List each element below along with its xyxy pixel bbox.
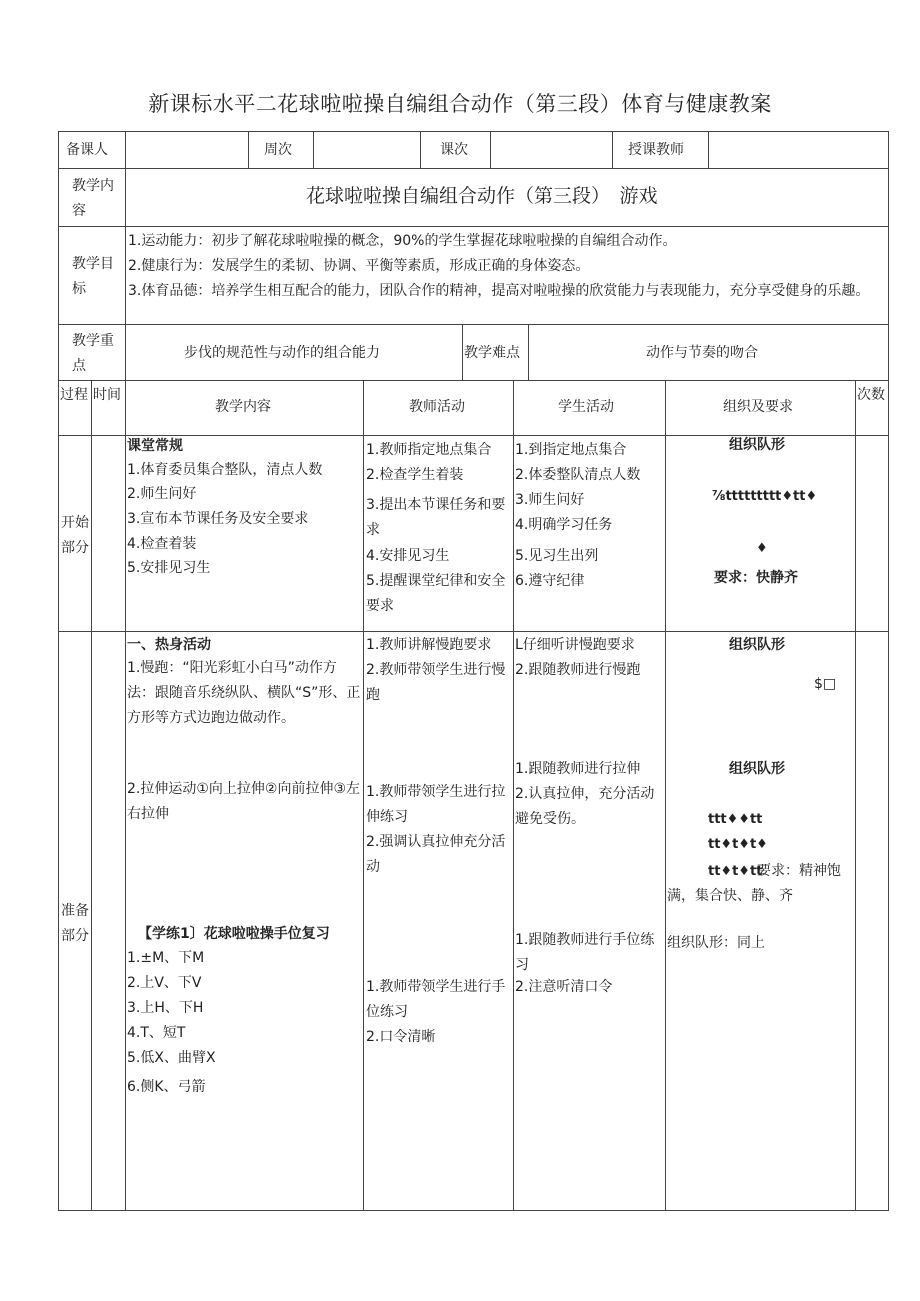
week-label: 周次 xyxy=(264,142,292,158)
jog-org-heading: 组织队形 xyxy=(729,637,785,653)
stretch-org-row: tt♦t♦t♦ xyxy=(708,837,768,852)
col-org: 组织及要求 xyxy=(723,399,793,415)
hand-item: 1.±M、下M xyxy=(127,950,205,966)
start-teacher-item: 3.提出本节课任务和要求 xyxy=(366,497,506,538)
start-teacher-item: 5.提醒课堂纪律和安全要求 xyxy=(366,573,506,614)
goals-label: 教学目标 xyxy=(72,256,114,297)
start-student-item: 1.到指定地点集合 xyxy=(515,442,627,458)
start-content-item: 1.体育委员集合整队，清点人数 xyxy=(127,462,323,478)
start-student-item: 6.遵守纪律 xyxy=(515,573,585,589)
prep-heading: 一、热身活动 xyxy=(127,637,211,653)
hand-teacher-item: 1.教师带领学生进行手位练习 xyxy=(366,979,506,1020)
jog-student-item: 2.跟随教师进行慢跑 xyxy=(515,662,641,678)
difficulty-value: 动作与节奏的吻合 xyxy=(646,345,758,361)
stretch-teacher-item: 2.强调认真拉伸充分活动 xyxy=(366,834,506,875)
hand-item: 2.上V、下V xyxy=(127,975,202,991)
jog-student-item: L仔细听讲慢跑要求 xyxy=(515,637,635,653)
difficulty-label: 教学难点 xyxy=(464,345,520,361)
goal-item: 2.健康行为：发展学生的柔韧、协调、平衡等素质，形成正确的身体姿态。 xyxy=(128,258,590,274)
col-count: 次数 xyxy=(857,387,885,403)
preparer-label: 备课人 xyxy=(66,142,108,158)
start-teacher-item: 1.教师指定地点集合 xyxy=(366,442,492,458)
start-teacher-item: 4.安排见习生 xyxy=(366,548,450,564)
prep-section-label: 准备部分 xyxy=(61,903,89,944)
start-content-item: 4.检查着装 xyxy=(127,536,197,552)
stretch-org-requirement: 要求：精神饱满，集合快、静、齐 xyxy=(667,863,841,904)
hand-heading: 【学练1〕花球啦啦操手位复习 xyxy=(138,926,330,942)
stretch-student-item: 1.跟随教师进行拉伸 xyxy=(515,761,641,777)
start-student-item: 5.见习生出列 xyxy=(515,548,599,564)
start-student-item: 4.明确学习任务 xyxy=(515,517,613,533)
col-teacher: 教师活动 xyxy=(409,399,465,415)
col-process: 过程 xyxy=(60,387,88,403)
col-content: 教学内容 xyxy=(215,399,271,415)
start-teacher-item: 2.检查学生着装 xyxy=(366,467,464,483)
start-org-diamond: ♦ xyxy=(756,541,768,556)
start-org-formation: ⅞ttttttttt♦tt♦ xyxy=(712,489,818,504)
start-content-heading: 课堂常规 xyxy=(127,438,183,454)
goal-item: 1.运动能力：初步了解花球啦啦操的概念，90%的学生掌握花球啦啦操的自编组合动作。 xyxy=(128,233,677,249)
teacher-label: 授课教师 xyxy=(628,142,684,158)
start-student-item: 3.师生问好 xyxy=(515,492,585,508)
start-content-item: 3.宣布本节课任务及安全要求 xyxy=(127,511,309,527)
jog-teacher-item: 2.教师带领学生进行慢跑 xyxy=(366,662,506,703)
hand-item: 4.T、短T xyxy=(127,1025,186,1041)
hand-item: 5.低X、曲臂X xyxy=(127,1050,216,1066)
stretch-student-item: 2.认真拉伸，充分活动避免受伤。 xyxy=(515,786,655,827)
content-label: 教学内容 xyxy=(72,178,114,219)
hand-org: 组织队形：同上 xyxy=(667,935,765,951)
start-org-heading: 组织队形 xyxy=(729,437,785,453)
start-content-item: 2.师生问好 xyxy=(127,486,197,502)
start-content-item: 5.安排见习生 xyxy=(127,560,211,576)
key-value: 步伐的规范性与动作的组合能力 xyxy=(184,345,380,361)
hand-teacher-item: 2.口令清晰 xyxy=(366,1029,436,1045)
hand-item: 3.上H、下H xyxy=(127,1000,204,1016)
stretch-teacher-item: 1.教师带领学生进行拉伸练习 xyxy=(366,784,506,825)
start-student-item: 2.体委整队清点人数 xyxy=(515,467,641,483)
hand-item: 6.侧K、弓箭 xyxy=(127,1079,206,1095)
jog-org-formation: $□ xyxy=(814,676,837,692)
stretch-content: 2.拉伸运动①向上拉伸②向前拉伸③左右拉伸 xyxy=(127,781,361,822)
col-student: 学生活动 xyxy=(558,399,614,415)
hand-student-item: 2.注意听清口令 xyxy=(515,979,613,995)
start-org-requirement: 要求：快静齐 xyxy=(714,570,798,586)
jog-content: 1.慢跑：“阳光彩虹小白马”动作方法：跟随音乐绕纵队、横队“S”形、正方形等方式边跑边做动作。 xyxy=(127,660,361,726)
stretch-org-row: tt♦t♦tt xyxy=(708,864,763,879)
jog-teacher-item: 1.教师讲解慢跑要求 xyxy=(366,637,492,653)
hand-student-item: 1.跟随教师进行手位练习 xyxy=(515,932,655,973)
stretch-org-row: ttt♦♦tt xyxy=(708,812,763,827)
col-time: 时间 xyxy=(93,387,121,403)
start-section-label: 开始部分 xyxy=(61,515,89,556)
page-title: 新课标水平二花球啦啦操自编组合动作（第三段）体育与健康教案 xyxy=(148,92,772,116)
goal-item: 3.体育品德：培养学生相互配合的能力，团队合作的精神，提高对啦啦操的欣赏能力与表现能力，充分享受健身的乐趣。 xyxy=(128,283,870,299)
lesson-label: 课次 xyxy=(440,142,468,158)
key-label: 教学重点 xyxy=(72,333,114,374)
stretch-org-heading: 组织队形 xyxy=(729,761,785,777)
content-value: 花球啦啦操自编组合动作（第三段） 游戏 xyxy=(306,185,658,207)
